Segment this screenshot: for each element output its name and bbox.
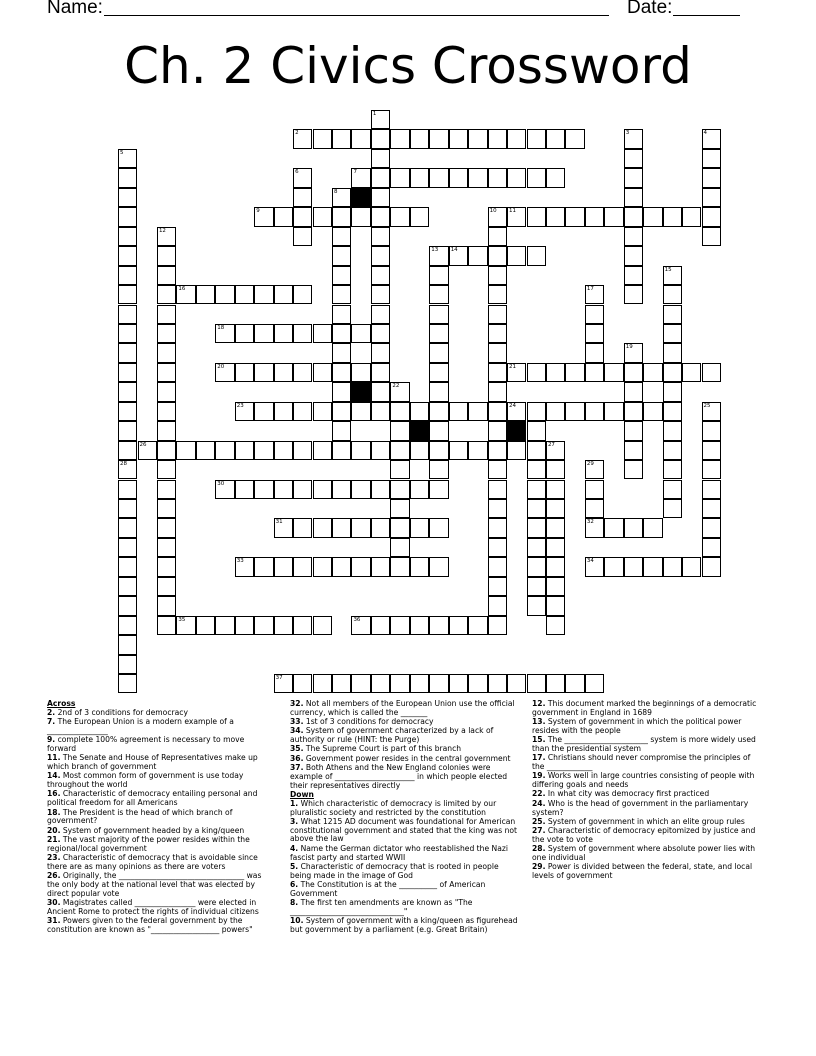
clue-number-label: 27. <box>532 826 546 836</box>
clue-item <box>532 736 764 754</box>
clue-item <box>532 845 764 863</box>
clue-item <box>532 863 764 881</box>
clue-text: The European Union is a modern example of a ________________ <box>47 717 234 735</box>
clue-text: System of government characterized by a lack of authority or rule (HINT: the Purge) <box>290 726 494 745</box>
clue-text: Characteristic of democracy that is rooted in people being made in the image of God <box>290 861 499 880</box>
clue-item <box>290 845 522 863</box>
clue-text: Both Athens and the New England colonies were example of _____________________ in which people elected their representatives directly <box>290 763 508 790</box>
clue-number-label: 12. <box>532 699 546 708</box>
clue-item <box>290 764 522 790</box>
clue-item <box>532 718 764 736</box>
clue-item <box>47 917 273 935</box>
clue-number: 25 <box>703 402 711 409</box>
clue-number: 15 <box>664 266 672 273</box>
clue-text: Government power resides in the central government <box>303 753 511 763</box>
clue-number: 35 <box>178 616 186 623</box>
clue-number: 33 <box>236 558 244 565</box>
clue-number-label: 18. <box>47 807 61 817</box>
clue-text: Characteristic of democracy epitomized by justice and the vote to vote <box>532 826 756 844</box>
clue-number: 37 <box>275 675 283 682</box>
clue-number: 30 <box>217 480 225 487</box>
clue-number-label: 16. <box>47 789 61 799</box>
clue-number-label: 19. <box>532 771 546 781</box>
clue-number-label: 6. <box>290 879 299 889</box>
clue-text: Name the German dictator who reestablished the Nazi fascist party and started WWII <box>290 843 508 862</box>
clue-text: Christians should never compromise the principles of the ____________ <box>532 753 751 772</box>
clue-number-label: 35. <box>290 744 304 754</box>
clue-item <box>532 754 764 772</box>
clue-number-label: 20. <box>47 825 61 835</box>
clue-item <box>47 809 273 827</box>
clue-item <box>532 800 764 818</box>
clue-number-label: 31. <box>47 916 61 926</box>
clue-number: 21 <box>509 363 517 370</box>
clue-number-label: 10. <box>290 916 304 926</box>
clue-item <box>290 863 522 881</box>
clue-text: The Constitution is at the __________ of American Government <box>290 879 486 898</box>
clue-number: 20 <box>217 363 225 370</box>
clue-text: Not all members of the European Union use the official currency, which is called the _______ <box>290 699 515 717</box>
clue-number: 4 <box>703 130 708 137</box>
clue-item <box>47 872 273 898</box>
clue-column-1 <box>47 700 273 935</box>
clue-text: The President is the head of which branch of government? <box>47 807 233 826</box>
clue-item <box>532 700 764 718</box>
name-label: Name: <box>47 0 103 18</box>
clue-text: What 1215 AD document was foundational for American constitutional government and stated that the king was not above the law <box>290 816 518 844</box>
clue-number: 18 <box>217 324 225 331</box>
clue-number: 34 <box>586 558 594 565</box>
clue-number: 13 <box>431 247 439 254</box>
clue-number: 9 <box>256 208 260 215</box>
clue-number-label: 13. <box>532 717 546 727</box>
clue-number: 12 <box>158 227 166 234</box>
clue-number: 28 <box>120 461 128 468</box>
clue-item <box>290 700 522 718</box>
clue-item <box>532 772 764 790</box>
clue-item <box>47 854 273 872</box>
clue-number-label: 7. <box>47 717 56 727</box>
clue-number: 14 <box>450 247 458 254</box>
clue-item <box>290 881 522 899</box>
clue-number-label: 28. <box>532 844 546 854</box>
clue-column-3 <box>532 700 764 881</box>
clue-number: 8 <box>334 188 338 195</box>
clue-text: complete 100% agreement is necessary to move forward <box>47 735 245 753</box>
clue-item <box>290 727 522 745</box>
clue-number: 23 <box>236 402 244 409</box>
clue-item <box>290 899 522 917</box>
date-label: Date: <box>627 0 673 18</box>
clue-number: 29 <box>586 461 594 468</box>
clue-item <box>290 917 522 935</box>
clue-number-label: 37. <box>290 763 304 773</box>
clue-item <box>47 754 273 772</box>
clue-number-label: 23. <box>47 853 61 863</box>
clue-text: Characteristic of democracy that is avoidable since there are as many opinions as there are voters <box>47 853 258 871</box>
clue-number-label: 22. <box>532 789 546 799</box>
clue-number-label: 21. <box>47 834 61 844</box>
clue-number: 1 <box>372 111 377 117</box>
clue-text: This document marked the beginnings of a democratic government in England in 1689 <box>532 699 757 717</box>
clue-number: 16 <box>178 286 186 293</box>
clue-text: The ______________________ system is more widely used than the presidential system <box>532 735 756 753</box>
clue-text: System of government headed by a king/queen <box>60 825 245 835</box>
clue-item <box>47 836 273 854</box>
clue-item <box>532 827 764 845</box>
clue-number-label: 11. <box>47 753 61 763</box>
clue-item <box>47 718 273 736</box>
clue-number: 17 <box>586 286 594 293</box>
clue-number-label: 1. <box>290 798 299 808</box>
clue-item <box>47 899 273 917</box>
page-title: Ch. 2 Civics Crossword <box>124 37 692 95</box>
clue-number: 22 <box>392 383 400 390</box>
clue-text: The Supreme Court is part of this branch <box>303 744 462 754</box>
clue-number-label: 15. <box>532 735 546 745</box>
clue-item <box>47 772 273 790</box>
clue-number-label: 24. <box>532 798 546 808</box>
clue-number-label: 8. <box>290 898 299 908</box>
clue-number-label: 3. <box>290 816 299 826</box>
clue-number-label: 33. <box>290 717 304 727</box>
clue-text: 1st of 3 conditions for democracy <box>303 717 434 727</box>
clue-item <box>290 800 522 818</box>
clue-number-label: 5. <box>290 861 299 871</box>
clue-number: 31 <box>275 519 283 526</box>
clue-text: The first ten amendments are known as "The ______________________________" <box>290 898 473 916</box>
clue-number: 36 <box>353 616 361 623</box>
clue-number: 3 <box>625 130 630 137</box>
clue-number: 24 <box>509 402 517 409</box>
clue-number-label: 36. <box>290 753 304 763</box>
clue-number-label: 4. <box>290 843 299 853</box>
clue-number: 27 <box>547 441 555 448</box>
clue-number-label: 2. <box>47 707 56 717</box>
clue-number-label: 26. <box>47 871 61 881</box>
clue-section-heading: Across <box>47 699 76 708</box>
clue-text: Which characteristic of democracy is limited by our pluralistic society and restricted by the constitution <box>290 798 497 817</box>
clue-text: In what city was democracy first practiced <box>545 789 710 799</box>
clue-item <box>290 818 522 844</box>
clue-text: Who is the head of government in the parliamentary system? <box>532 798 749 817</box>
clue-text: Powers given to the federal government by the constitution are known as "__________________ powers" <box>47 916 253 934</box>
clue-section-heading: Down <box>290 789 314 799</box>
clue-number-label: 32. <box>290 699 304 708</box>
clue-number: 2 <box>295 130 299 137</box>
clue-text: Magistrates called ________________ were elected in Ancient Rome to protect the rights of individual citizens <box>47 898 259 916</box>
clue-text: The Senate and House of Representatives make up which branch of government <box>47 753 258 772</box>
clue-text: Power is divided between the federal, state, and local levels of government <box>532 862 753 881</box>
clue-number-label: 17. <box>532 753 546 763</box>
clue-number-label: 30. <box>47 898 61 908</box>
clue-number: 5 <box>120 149 124 156</box>
clue-number-label: 9. <box>47 735 56 745</box>
clue-text: Originally, the _________________________________ was the only body at the national level that was elected by direct popular vote <box>47 871 262 898</box>
clue-text: Works well in large countries consisting of people with differing goals and needs <box>532 771 755 790</box>
clue-number: 11 <box>509 208 517 215</box>
clue-number: 19 <box>625 344 633 351</box>
clue-number: 32 <box>586 519 594 526</box>
clue-text: System of government with a king/queen as figurehead but government by a parliament (e.g. Great Britain) <box>290 916 518 934</box>
clue-text: System of government in which an elite group rules <box>545 816 745 826</box>
clue-number-label: 14. <box>47 771 61 781</box>
clue-text: System of government in which the political power resides with the people <box>532 717 742 735</box>
clue-number-label: 29. <box>532 862 546 872</box>
clue-column-2 <box>290 700 522 935</box>
clue-number-label: 34. <box>290 726 304 736</box>
clue-number: 10 <box>489 208 497 215</box>
clue-text: The vast majority of the power resides within the regional/local government <box>47 834 250 853</box>
clue-number: 7 <box>353 169 357 176</box>
clue-item <box>47 736 273 754</box>
clue-text: System of government where absolute power lies with one individual <box>532 844 756 863</box>
clue-text: Most common form of government is use today throughout the world <box>47 771 244 790</box>
clue-number: 6 <box>295 169 299 176</box>
clue-text: 2nd of 3 conditions for democracy <box>55 707 188 717</box>
clue-text: Characteristic of democracy entailing personal and political freedom for all Americans <box>47 789 258 808</box>
clue-item <box>47 790 273 808</box>
clue-number: 26 <box>139 441 147 448</box>
clue-number-label: 25. <box>532 816 546 826</box>
